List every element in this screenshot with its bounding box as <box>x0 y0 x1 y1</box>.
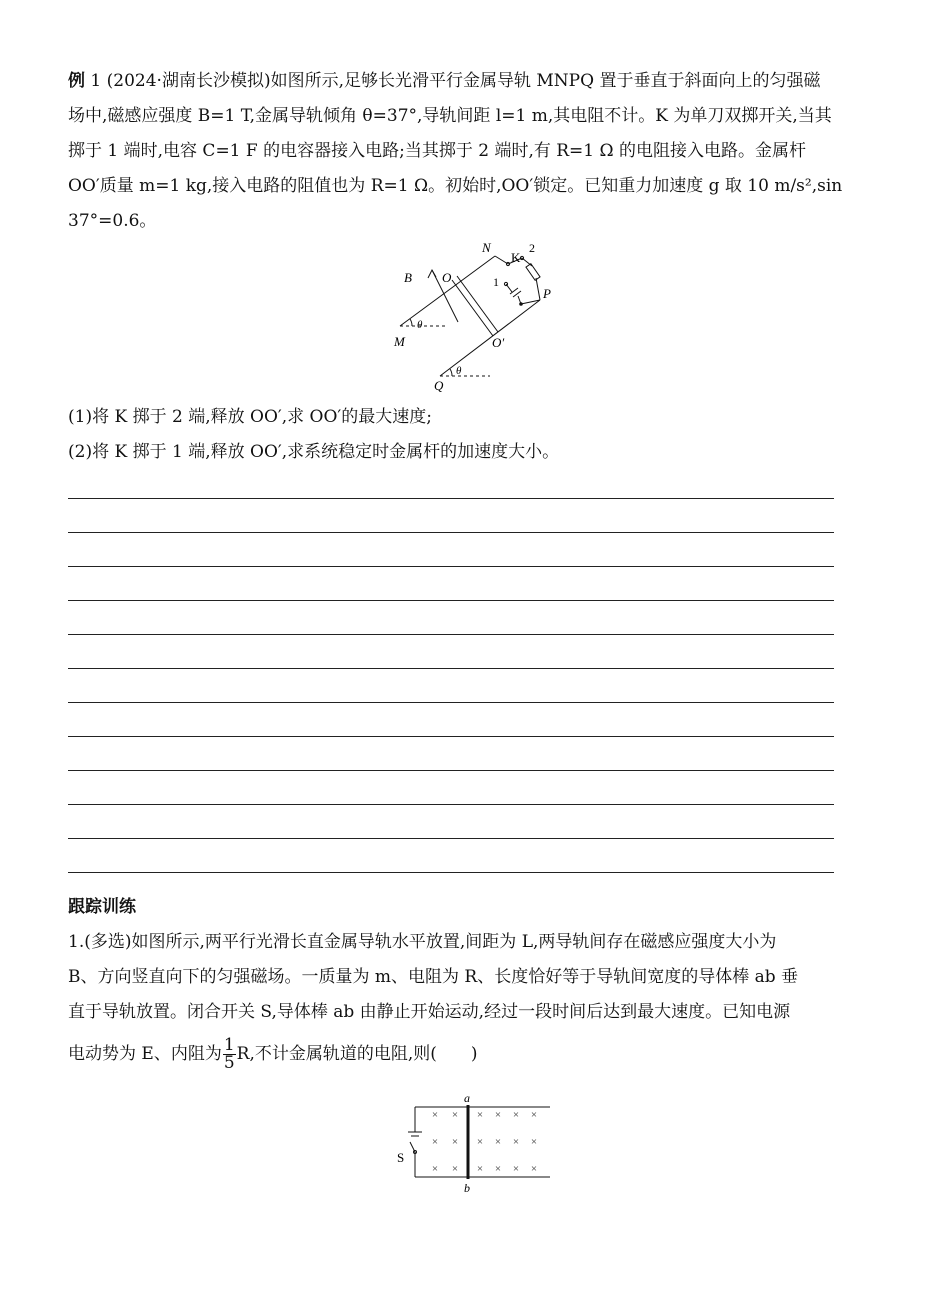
fraction-denominator: 5 <box>223 1053 235 1073</box>
field-mark: × <box>530 1109 538 1121</box>
example-source: (2024·湖南长沙模拟) <box>106 71 271 91</box>
field-mark: × <box>476 1136 484 1148</box>
field-mark: × <box>512 1109 520 1121</box>
field-mark: × <box>451 1109 459 1121</box>
answer-line <box>68 567 834 601</box>
practice-line4-post: R,不计金属轨道的电阻,则( ) <box>236 1044 478 1064</box>
answer-line <box>68 669 834 703</box>
practice-line1: 1.(多选)如图所示,两平行光滑长直金属导轨水平放置,间距为 L,两导轨间存在磁感应强度大小为 <box>68 932 777 952</box>
field-mark: × <box>494 1109 502 1121</box>
field-mark: × <box>530 1136 538 1148</box>
field-mark: × <box>512 1136 520 1148</box>
label-M: M <box>394 334 405 349</box>
answer-line <box>68 839 834 873</box>
label-O-prime: O′ <box>492 335 505 350</box>
field-mark: × <box>494 1136 502 1148</box>
example-line2: 场中,磁感应强度 B=1 T,金属导轨倾角 θ=37°,导轨间距 l=1 m,其电阻不计。K 为单刀双掷开关,当其 <box>68 106 832 126</box>
label-b: b <box>464 1181 470 1195</box>
example-number: 1 <box>90 71 102 91</box>
practice-question <box>68 925 883 1078</box>
example-line4: OO′质量 m=1 kg,接入电路的阻值也为 R=1 Ω。初始时,OO′锁定。已知重力加速度 g 取 10 m/s²,sin <box>68 176 843 196</box>
field-mark: × <box>431 1163 439 1175</box>
answer-line <box>68 533 834 567</box>
answer-line <box>68 805 834 839</box>
example-label: 例 <box>68 71 85 91</box>
answer-line <box>68 601 834 635</box>
practice-line4-pre: 电动势为 E、内阻为 <box>68 1044 222 1064</box>
label-N: N <box>482 240 491 255</box>
question-1: (1)将 K 掷于 2 端,释放 OO′,求 OO′的最大速度; <box>68 407 433 427</box>
label-K: K <box>511 250 521 265</box>
figure-horizontal-rails <box>395 1092 560 1196</box>
example-1-text <box>68 64 883 239</box>
label-Q: Q <box>434 378 444 393</box>
answer-line <box>68 703 834 737</box>
field-mark: × <box>512 1163 520 1175</box>
field-mark: × <box>451 1136 459 1148</box>
answer-line <box>68 635 834 669</box>
field-mark: × <box>494 1163 502 1175</box>
label-2: 2 <box>529 241 535 255</box>
field-mark: × <box>431 1136 439 1148</box>
practice-line3: 直于导轨放置。闭合开关 S,导体棒 ab 由静止开始运动,经过一段时间后达到最大速度。已知电源 <box>68 1002 791 1022</box>
figure-inclined-rails <box>390 236 570 396</box>
answer-line <box>68 499 834 533</box>
field-mark: × <box>530 1163 538 1175</box>
question-2: (2)将 K 掷于 1 端,释放 OO′,求系统稳定时金属杆的加速度大小。 <box>68 442 560 462</box>
example-line1: 如图所示,足够长光滑平行金属导轨 MNPQ 置于垂直于斜面向上的匀强磁 <box>270 71 821 91</box>
label-B: B <box>404 270 412 285</box>
questions <box>68 400 883 470</box>
label-theta-2: θ <box>456 365 462 377</box>
answer-lines <box>68 498 834 873</box>
example-line5: 37°=0.6。 <box>68 211 157 231</box>
practice-heading: 跟踪训练 <box>68 897 136 917</box>
example-line3: 掷于 1 端时,电容 C=1 F 的电容器接入电路;当其掷于 2 端时,有 R=1 Ω 的电阻接入电路。金属杆 <box>68 141 807 161</box>
field-mark: × <box>476 1109 484 1121</box>
label-a: a <box>464 1092 470 1105</box>
field-mark: × <box>451 1163 459 1175</box>
answer-line <box>68 737 834 771</box>
answer-line <box>68 771 834 805</box>
label-1: 1 <box>493 275 499 289</box>
practice-line2: B、方向竖直向下的匀强磁场。一质量为 m、电阻为 R、长度恰好等于导轨间宽度的导体棒 ab 垂 <box>68 967 799 987</box>
field-mark: × <box>476 1163 484 1175</box>
label-theta-1: θ <box>417 319 423 331</box>
label-O: O <box>442 270 452 285</box>
field-mark: × <box>431 1109 439 1121</box>
fraction-one-fifth <box>223 1037 236 1072</box>
label-S: S <box>397 1150 405 1165</box>
fraction-numerator: 1 <box>223 1035 235 1055</box>
label-P: P <box>543 286 551 301</box>
